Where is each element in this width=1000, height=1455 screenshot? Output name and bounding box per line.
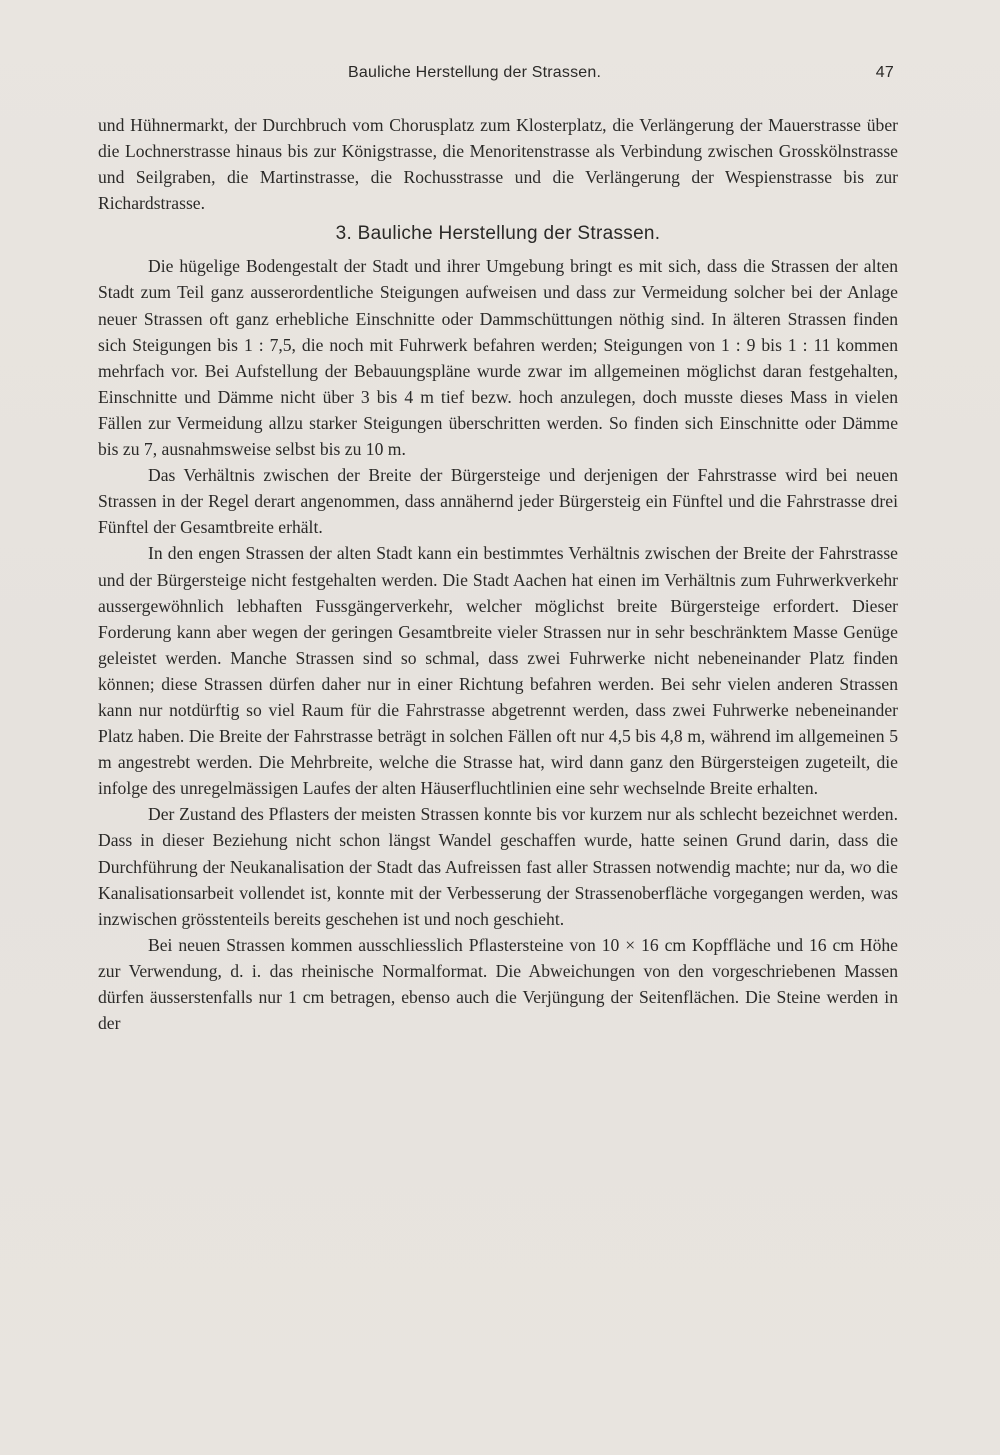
paragraph-continuation: und Hühnermarkt, der Durchbruch vom Chorusplatz zum Klosterplatz, die Verlängerung der Mauerstrasse über die Lochnerstrasse hinaus bis zur Königstrasse, die Menoritenstrasse als Verbindung zwischen Grosskölnstrasse und Seilgraben, die Martinstrasse, die Rochusstrasse und die Verlängerung der Wespienstrasse bis zur Richardstrasse. bbox=[98, 115, 898, 214]
paragraph-paving-stones: Bei neuen Strassen kommen ausschliesslich Pflastersteine von 10 × 16 cm Kopffläche und 16 cm Höhe zur Verwendung, d. i. das rheinische Normalformat. Die Abweichungen von den vorgeschriebenen Massen dürfen äusserstenfalls nur 1 cm betragen, ebenso auch die Verjüngung der Seitenflächen. Die Steine werden in der bbox=[98, 934, 898, 1034]
paragraph-old-town-streets: In den engen Strassen der alten Stadt kann ein bestimmtes Verhältnis zwischen der Breite der Fahrstrasse und der Bürgersteige nicht festgehalten werden. Die Stadt Aachen hat einen im Verhältnis zum Fuhrwerkverkehr aussergewöhnlich lebhaften Fussgängerverkehr, welcher möglichst breite Bürgersteige erfordert. Dieser Forderung kann aber wegen der geringen Gesamtbreite vieler Strassen nur in sehr beschränktem Masse Genüge geleistet werden. Manche Strassen sind so schmal, dass zwei Fuhrwerke nicht nebeneinander Platz finden können; diese Strassen dürfen daher nur in einer Richtung befahren werden. Bei sehr vielen anderen Strassen kann nur notdürftig so viel Raum für die Fahrstrasse abgetrennt werden, dass zwei Fuhrwerke nebeneinander Platz haben. Die Breite der Fahrstrasse beträgt in solchen Fällen oft nur 4,5 bis 4,8 m, während im allgemeinen 5 m angestrebt werden. Die Mehrbreite, welche die Strasse hat, wird dann ganz den Bürgersteigen zugeteilt, die infolge des unregelmässigen Laufes der alten Häuserfluchtlinien eine sehr wechselnde Breite erhalten. bbox=[98, 543, 898, 799]
section-heading: 3. Bauliche Herstellung der Strassen. bbox=[335, 223, 661, 245]
running-title: Bauliche Herstellung der Strassen. bbox=[348, 64, 602, 81]
body-text bbox=[98, 112, 898, 1036]
paragraph-pavement-condition: Der Zustand des Pflasters der meisten Strassen konnte bis vor kurzem nur als schlecht bezeichnet werden. Dass in dieser Beziehung nicht schon längst Wandel geschaffen wurde, hatte seinen Grund darin, dass die Durchführung der Neukanalisation der Stadt das Aufreissen fast aller Strassen notwendig machte; nur da, wo die Kanalisationsarbeit vollendet ist, konnte mit der Verbesserung der Strassenoberfläche vorgegangen werden, was inzwischen grösstenteils bereits geschehen ist und noch geschieht. bbox=[98, 804, 898, 929]
page-number: 47 bbox=[875, 64, 894, 81]
paragraph-sidewalk-ratio: Das Verhältnis zwischen der Breite der Bürgersteige und derjenigen der Fahrstrasse wird bei neuen Strassen in der Regel derart angenommen, dass annähernd jeder Bürgersteig ein Fünftel und die Fahrstrasse drei Fünftel der Gesamtbreite erhält. bbox=[98, 465, 898, 538]
paragraph-terrain: Die hügelige Bodengestalt der Stadt und ihrer Umgebung bringt es mit sich, dass die Strassen der alten Stadt zum Teil ganz ausserordentliche Steigungen aufweisen und dass zur Vermeidung solcher bei der Anlage neuer Strassen oft ganz erhebliche Einschnitte oder Dammschüttungen nöthig sind. In älteren Strassen finden sich Steigungen bis 1 : 7,5, die noch mit Fuhrwerk befahren werden; Steigungen von 1 : 9 bis 1 : 11 kommen mehrfach vor. Bei Aufstellung der Bebauungspläne wurde zwar im allgemeinen möglichst daran festgehalten, Einschnitte und Dämme nicht über 3 bis 4 m tief bezw. hoch anzulegen, doch musste dieses Mass in vielen Fällen zur Vermeidung allzu starker Steigungen überschritten werden. So finden sich Einschnitte oder Dämme bis zu 7, ausnahmsweise selbst bis zu 10 m. bbox=[98, 256, 898, 460]
running-head bbox=[98, 64, 898, 88]
